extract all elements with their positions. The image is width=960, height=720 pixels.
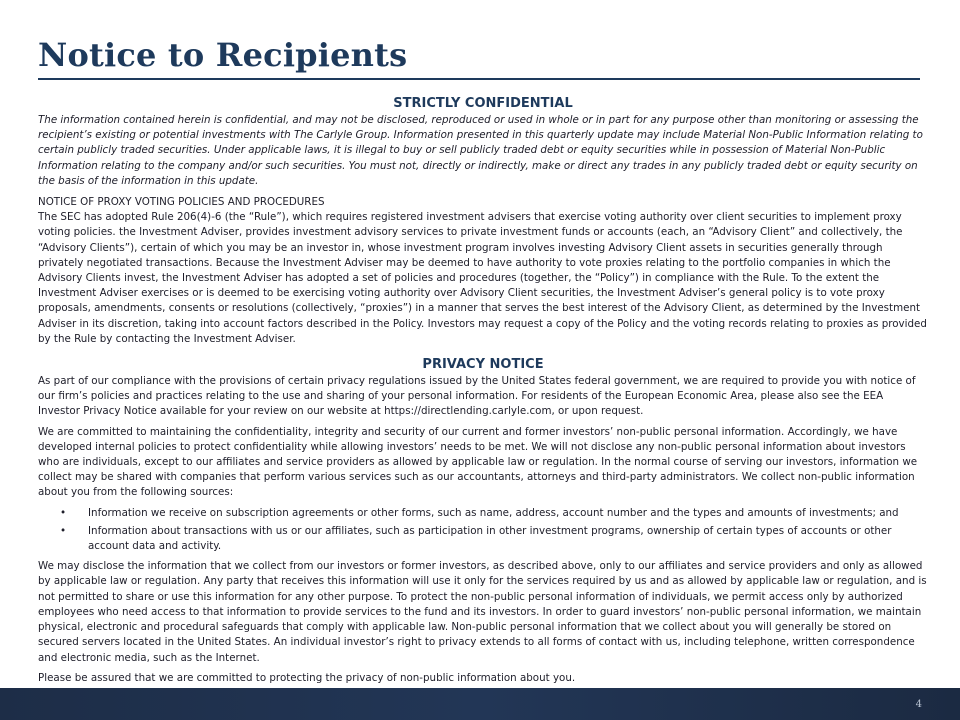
confidential-paragraph: The information contained herein is confidential, and may not be disclosed, reproduced or used in whole or in part for any purpose other than monitoring or assessing the recipient’s existing or potential investments with The Carlyle Group. Information presented in this quarterly update may include Material Non-Public Information relating to certain publicly traded securities. Under applicable laws, it is illegal to buy or sell publicly traded debt or equity securities while in possession of Material Non-Public Information relating to the company and/or such securities. You must not, directly or indirectly, make or direct any trades in any publicly traded debt or equity security on the basis of the information in this update. xyxy=(38,114,923,187)
notice-content xyxy=(38,95,928,691)
list-item xyxy=(38,524,928,554)
privacy-heading: PRIVACY NOTICE xyxy=(422,357,544,373)
proxy-paragraph: The SEC has adopted Rule 206(4)-6 (the “Rule”), which requires registered investment advisers that exercise voting authority over client securities to implement proxy voting policies. the Investment Adviser, provides investment advisory services to private investment funds or accounts (each, an “Advisory Client” and collectively, the “Advisory Clients”), certain of which you may be an investor in, whose investment program involves investing Advisory Client assets in securities generally through privately negotiated transactions. Because the Investment Adviser may be deemed to have authority to vote proxies relating to the portfolio companies in which the Advisory Clients invest, the Investment Adviser has adopted a set of policies and procedures (together, the “Policy”) in compliance with the Rule. To the extent the Investment Adviser exercises or is deemed to be exercising voting authority over Advisory Client securities, the Investment Adviser’s general policy is to vote proxy proposals, amendments, consents or resolutions (collectively, “proxies”) in a manner that serves the best interest of the Advisory Client, as determined by the Investment Adviser in its discretion, taking into account factors described in the Policy. Investors may request a copy of the Policy and the voting records relating to proxies as provided by the Rule by contacting the Investment Adviser. xyxy=(38,211,927,345)
footer-bar xyxy=(0,688,960,720)
list-item-text: Information about transactions with us or our affiliates, such as participation in other investment programs, ownership of certain types of accounts or other account data and activity. xyxy=(88,524,892,553)
bullet-icon: • xyxy=(60,524,67,537)
privacy-paragraph-1: As part of our compliance with the provisions of certain privacy regulations issued by the United States federal government, we are required to provide you with notice of our firm’s policies and practices relating to the use and sharing of your personal information. For residents of the European Economic Area, please also see the EEA Investor Privacy Notice available for your review on our website at https://directlending.carlyle.com, or upon request. xyxy=(38,375,916,418)
proxy-heading: NOTICE OF PROXY VOTING POLICIES AND PROCEDURES xyxy=(38,196,325,209)
list-item-text: Information we receive on subscription agreements or other forms, such as name, address, account number and the types and amounts of investments; and xyxy=(88,506,899,519)
page-title: Notice to Recipients xyxy=(38,36,408,74)
privacy-paragraph-2: We are committed to maintaining the confidentiality, integrity and security of our current and former investors’ non-public personal information. Accordingly, we have developed internal policies to protect confidentiality while allowing investors’ needs to be met. We will not disclose any non-public personal information about investors who are individuals, except to our affiliates and service providers as allowed by applicable law or regulation. In the normal course of serving our investors, information we collect may be shared with companies that perform various services such as our accountants, attorneys and third-party administrators. We collect non-public information about you from the following sources: xyxy=(38,425,918,499)
privacy-sources-list xyxy=(38,506,928,555)
list-item xyxy=(38,506,928,521)
privacy-paragraph-4: Please be assured that we are committed to protecting the privacy of non-public information about you. xyxy=(38,671,576,684)
page-number: 4 xyxy=(915,699,922,710)
privacy-paragraph-3: We may disclose the information that we collect from our investors or former investors, as described above, only to our affiliates and service providers and only as allowed by applicable law or regulation. Any party that receives this information will use it only for the services required by us and as allowed by applicable law or regulation, and is not permitted to share or use this information for any other purpose. To protect the non-public personal information of individuals, we permit access only by authorized employees who need access to that information to provide services to the fund and its investors. In order to guard investors’ non-public personal information, we maintain physical, electronic and procedural safeguards that comply with applicable law. Non-public personal information that we collect about you will generally be stored on secured servers located in the United States. An individual investor’s right to privacy extends to all forms of contact with us, including telephone, written correspondence and electronic media, such as the Internet. xyxy=(38,560,927,664)
title-divider xyxy=(38,78,920,80)
confidential-heading: STRICTLY CONFIDENTIAL xyxy=(393,96,573,111)
bullet-icon: • xyxy=(60,506,67,519)
